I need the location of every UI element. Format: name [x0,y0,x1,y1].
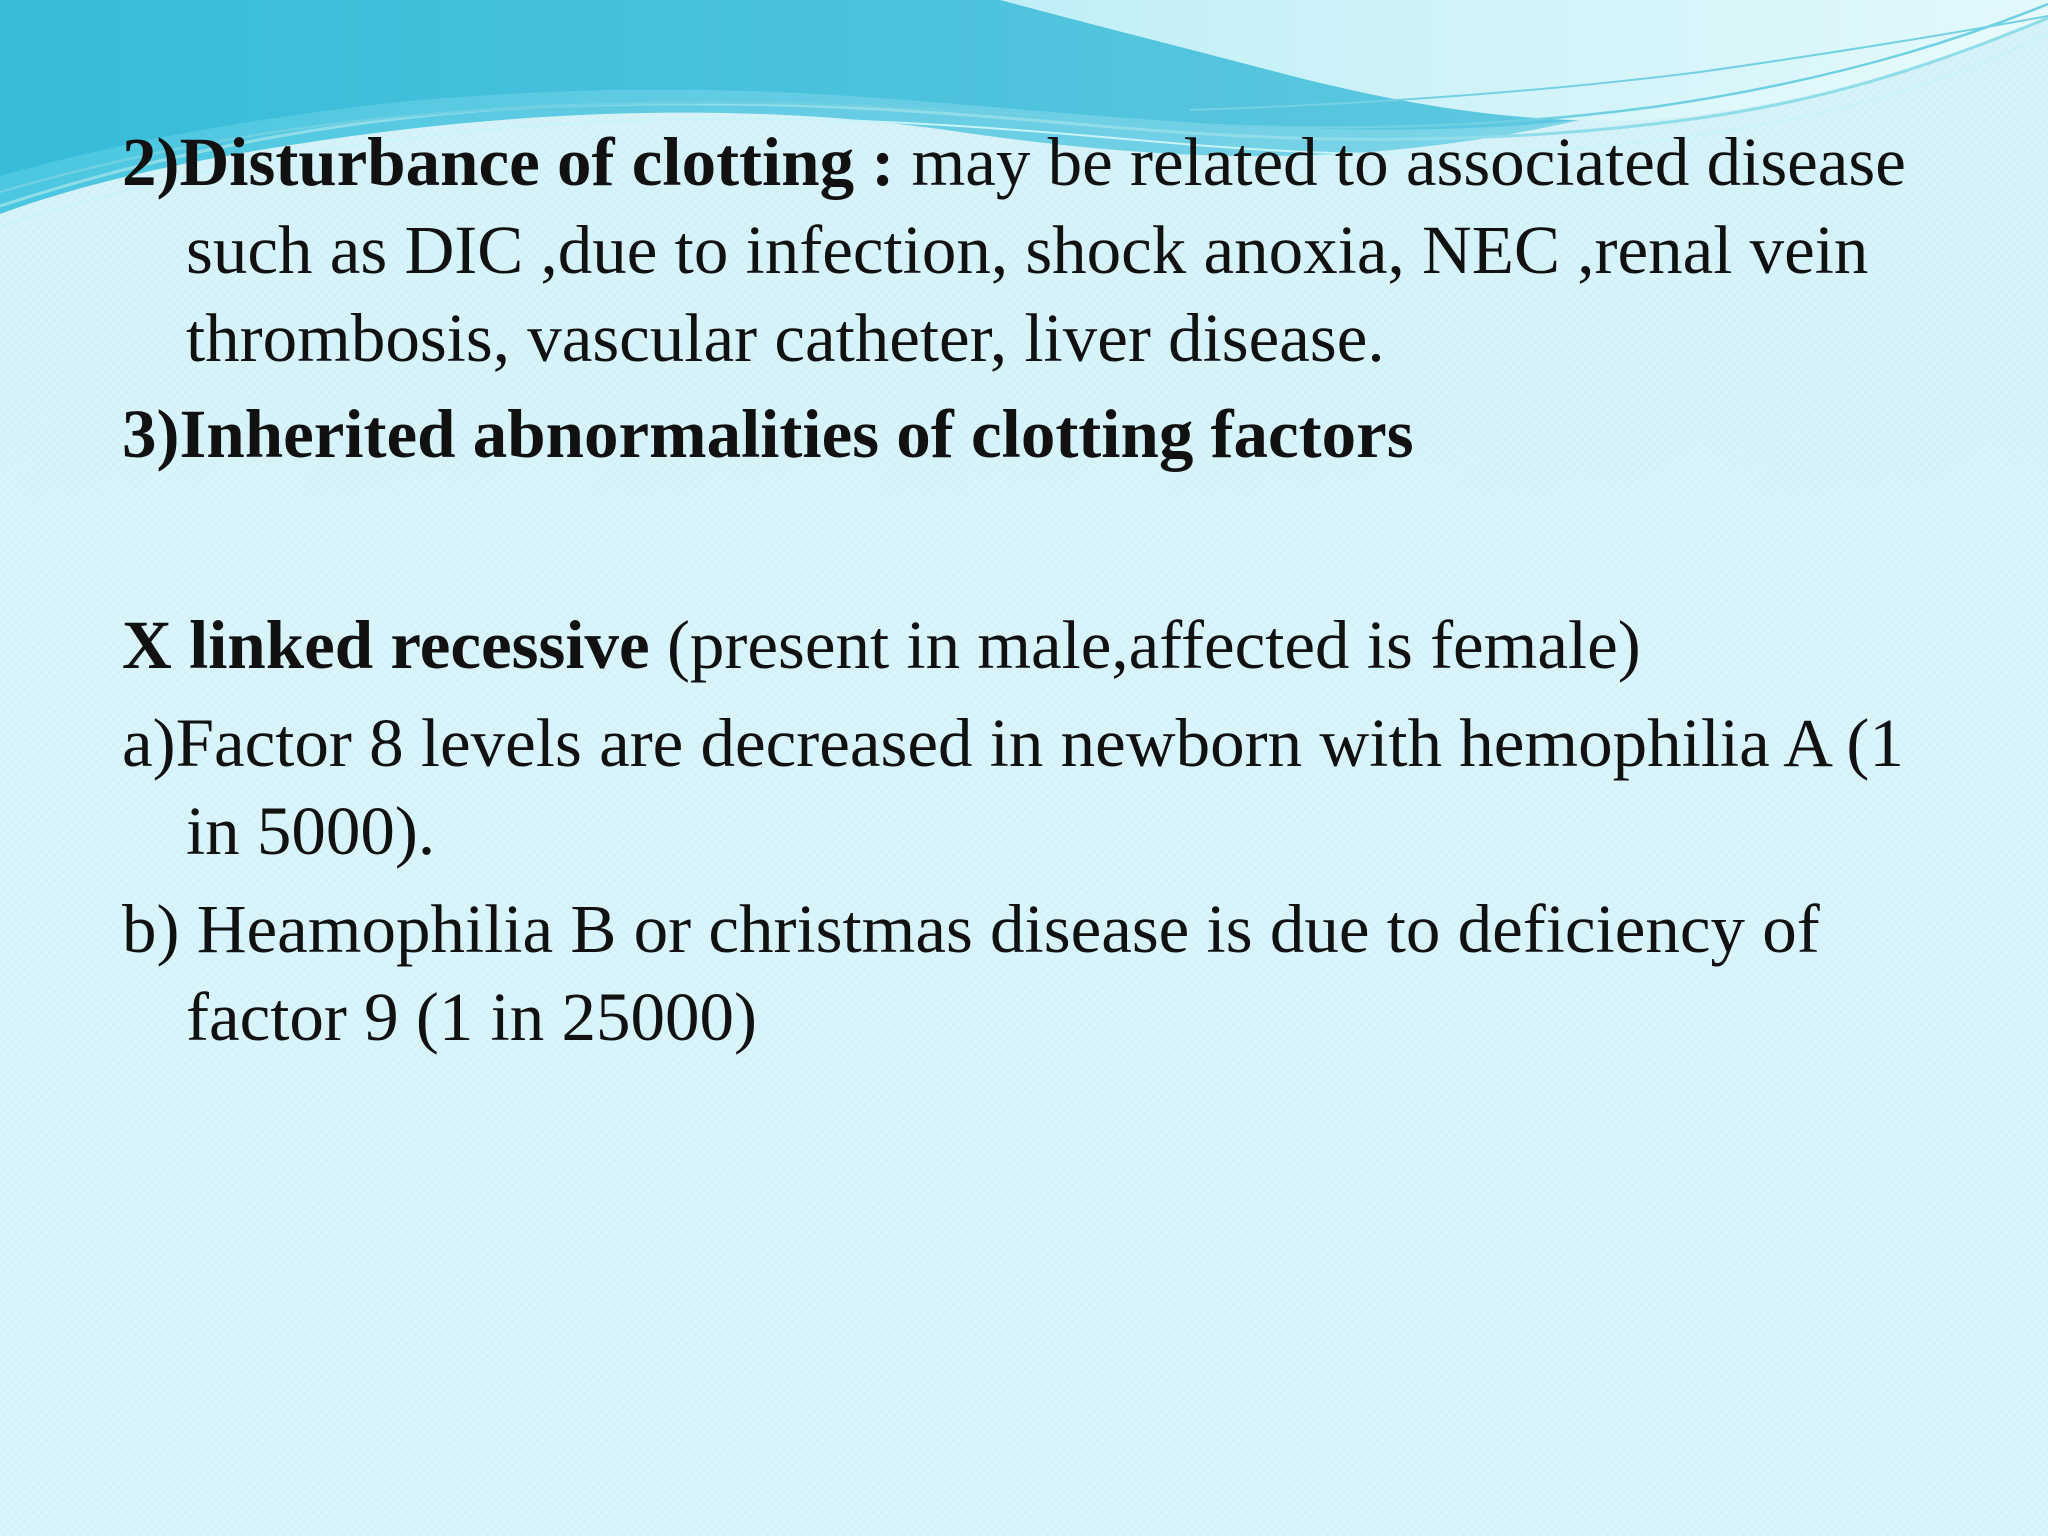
factor-8-text: a)Factor 8 levels are decreased in newborn with hemophilia A (1 in 5000). [122,705,1904,869]
paragraph-inherited-abnormalities [122,390,1952,478]
disturbance-text: may be related to associated disease such as DIC ,due to infection, shock anoxia, NEC ,renal vein thrombosis, vascular catheter, liver disease. [186,124,1906,376]
x-linked-text: (present in male,affected is female) [649,607,1641,683]
paragraph-x-linked-recessive [122,601,1952,689]
paragraph-disturbance-of-clotting [122,118,1952,382]
paragraph-factor-8 [122,699,1952,875]
hemophilia-b-text: b) Heamophilia B or christmas disease is due to deficiency of factor 9 (1 in 25000) [122,891,1820,1055]
x-linked-heading: X linked recessive [122,607,650,683]
inherited-heading: 3)Inherited abnormalities of clotting factors [122,396,1414,472]
paragraph-hemophilia-b [122,885,1952,1061]
slide-body [122,118,1952,1061]
disturbance-heading: 2)Disturbance of clotting : [122,124,895,200]
